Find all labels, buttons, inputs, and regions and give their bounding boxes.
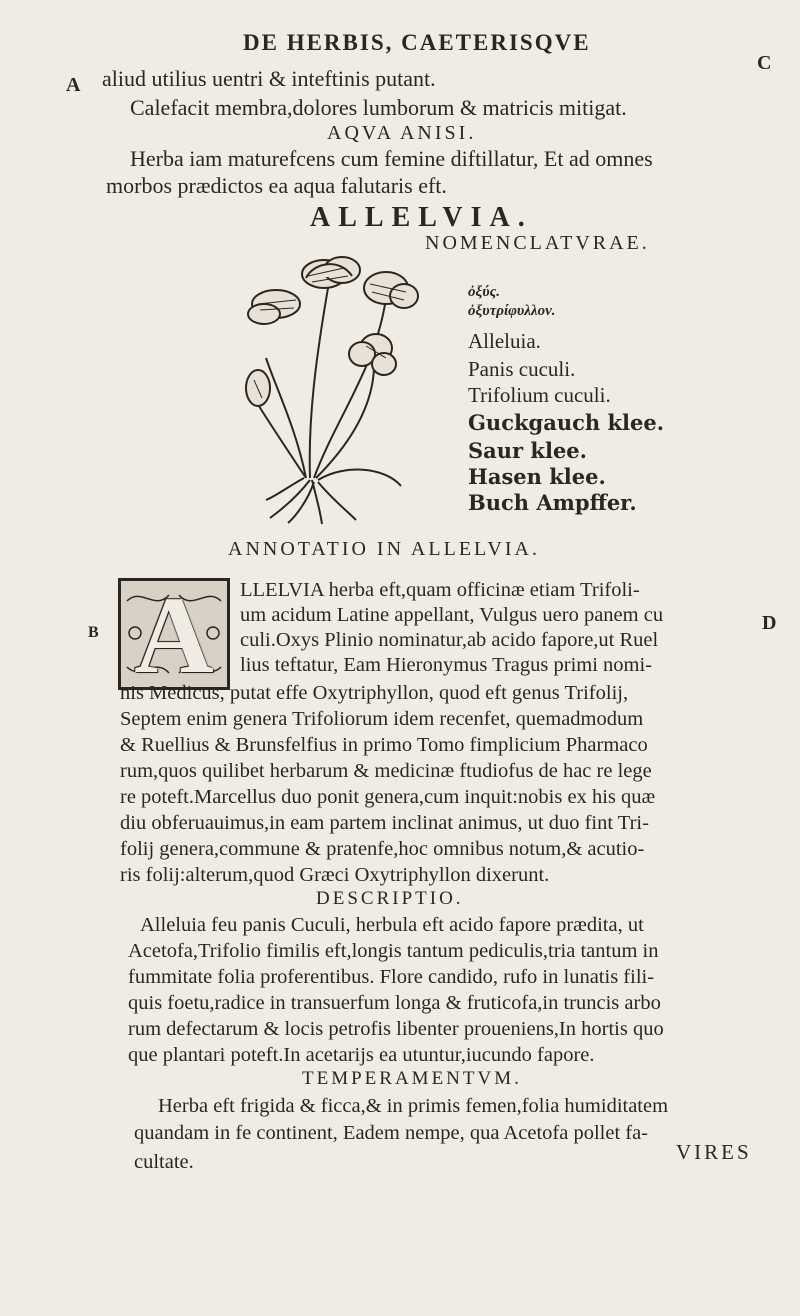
text-line: um acidum Latine appellant, Vulgus uero panem cu [240,604,664,626]
text-line: Alleluia feu panis Cuculi, herbula eft acido fapore prædita, ut [140,914,644,936]
text-line: LLELVIA herba eft,quam officinæ etiam Trifoli- [240,579,640,601]
text-line: morbos prædictos ea aqua falutaris eft. [106,173,447,198]
text-line: Septem enim genera Trifoliorum idem recenfet, quemadmodum [120,708,644,730]
german-name: Buch Ampffer. [468,490,637,515]
margin-mark-b: B [88,624,99,641]
text-line: ris folij:alterum,quod Græci Oxytriphyllon dixerunt. [120,864,550,886]
margin-mark-c: C [757,52,772,74]
text-line: quis foetu,radice in transuerfum longa & fruticofa,in truncis arbo [128,992,661,1014]
initial-letter: A [134,574,214,696]
descriptio-heading: DESCRIPTIO. [316,888,464,909]
latin-name: Alleluia. [468,329,541,353]
text-line: re poteft.Marcellus duo ponit genera,cum inquit:nobis ex his quæ [120,786,656,808]
text-line: fummitate folia proferentibus. Flore candido, rufo in lunatis fili- [128,966,655,988]
running-head: DE HERBIS, CAETERISQVE [243,30,591,55]
greek-name: ὀξύς. [468,284,501,300]
text-line: rum defectarum & locis petrofis libenter proueniens,In hortis quo [128,1018,664,1040]
text-line: rum,quos quilibet herbarum & medicinæ ftudiofus de hac re lege [120,760,652,782]
nomenclature-heading: NOMENCLATVRAE. [425,232,650,254]
text-line: cultate. [134,1151,194,1173]
text-line: aliud utilius uentri & inteftinis putant. [102,66,436,91]
latin-name: Panis cuculi. [468,357,576,381]
text-line: que plantari poteft.In acetarijs ea utuntur,iucundo fapore. [128,1044,595,1066]
catchword: VIRES [676,1140,752,1164]
german-name: Hasen klee. [468,464,606,489]
greek-name: ὀξυτρίφυλλον. [468,303,556,319]
margin-mark-a: A [66,74,81,96]
latin-name: Trifolium cuculi. [468,383,611,407]
text-line: nis Medicus, putat effe Oxytriphyllon, quod eft genus Trifolij, [120,682,629,704]
text-line: culi.Oxys Plinio nominatur,ab acido fapore,ut Ruel [240,629,659,651]
decorated-initial [118,574,230,696]
text-line: Herba iam maturefcens cum femine diftillatur, Et ad omnes [130,146,653,171]
text-line: & Ruellius & Brunsfelfius in primo Tomo fimplicium Pharmaco [120,734,648,756]
text-line: Calefacit membra,dolores lumborum & matricis mitigat. [130,95,627,120]
text-line: diu obferuauimus,in eam partem inclinat animus, ut duo fint Tri- [120,812,649,834]
text-line: quandam in fe continent, Eadem nempe, qua Acetofa pollet fa- [134,1122,649,1144]
text-line: Herba eft frigida & ficca,& in primis femen,folia humiditatem [158,1095,669,1117]
chapter-title: ALLELVIA. [310,202,533,233]
german-name: Guckgauch klee. [468,410,665,435]
annotatio-heading: ANNOTATIO IN ALLELVIA. [228,538,540,560]
text-line: lius teftatur, Eam Hieronymus Tragus primi nomi- [240,654,652,676]
section-heading: AQVA ANISI. [327,122,477,144]
text-line: folij genera,commune & pratenfe,hoc omnibus notum,& acutio- [120,838,645,860]
german-name: Saur klee. [468,438,587,463]
temperamentum-heading: TEMPERAMENTVM. [302,1068,522,1089]
margin-mark-d: D [762,612,777,634]
alleluia-plant-woodcut [236,248,446,528]
text-line: Acetofa,Trifolio fimilis eft,longis tantum pediculis,tria tantum in [128,940,659,962]
